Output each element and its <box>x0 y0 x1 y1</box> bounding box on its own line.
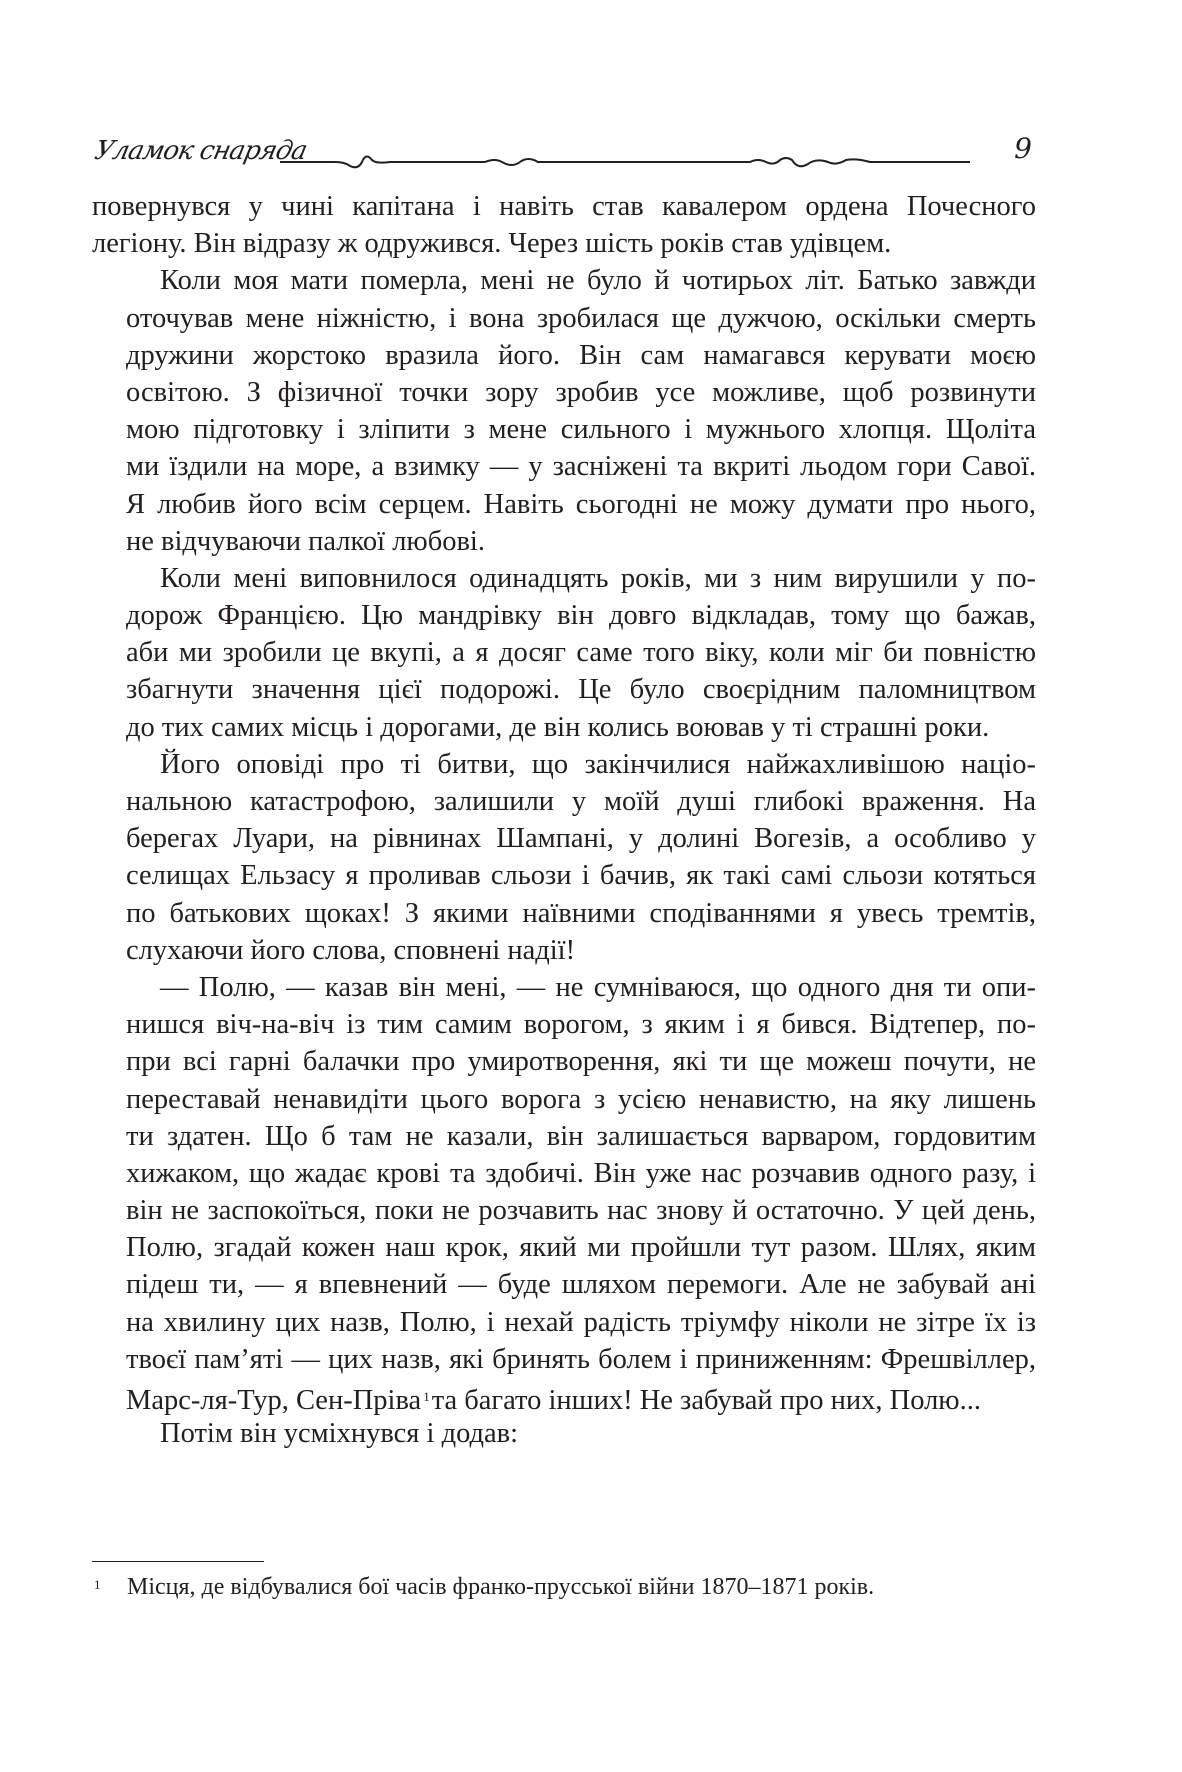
text-line: — Полю, — казав він мені, — не сумніваюся, що одного дня ти опи- <box>160 971 1036 1003</box>
paragraph-3 <box>92 560 1036 746</box>
text-fragment: Марс-ля-Тур, Сен-Пріва <box>126 1385 422 1416</box>
text-line: на хвилину цих назв, Полю, і нехай радість тріумфу ніколи не зітре їх із <box>126 1306 1036 1338</box>
text-line: освітою. З фізичної точки зору зробив усе можливе, щоб розвинути <box>126 376 1036 408</box>
page-number: 9 <box>1014 132 1032 165</box>
footnote-divider <box>92 1561 264 1562</box>
text-line: Його оповіді про ті битви, що закінчилися найжахливішою націо- <box>160 748 1036 780</box>
text-line: збагнути значення цієї подорожі. Це було своєрідним паломництвом <box>126 674 1036 706</box>
paragraph-6 <box>92 1415 1036 1452</box>
text-line: ти здатен. Що б там не казали, він залишається варваром, гордовитим <box>126 1120 1036 1152</box>
text-line: повернувся у чині капітана і навіть став кавалером ордена Почесного <box>92 191 1036 222</box>
paragraph-2 <box>92 262 1036 560</box>
footnote-reference[interactable]: 1 <box>423 1389 430 1404</box>
wavy-line-ornament-icon <box>280 142 970 172</box>
paragraph-4 <box>92 746 1036 969</box>
text-line: аби ми зробили це вкупі, а я досяг саме того віку, коли міг би повністю <box>126 637 1036 669</box>
text-line: Я любив його всім серцем. Навіть сьогодні не можу думати про нього, <box>126 488 1036 520</box>
paragraph-5 <box>92 969 1036 1415</box>
text-line: переставай ненавидіти цього ворога з усією ненавистю, на яку лишень <box>126 1083 1036 1115</box>
text-line: легіону. Він відразу ж одружився. Через шість років став удівцем. <box>92 228 892 260</box>
text-line: Коли моя мати померла, мені не було й чотирьох літ. Батько завжди <box>160 265 1036 297</box>
text-line: Коли мені виповнилося одинадцять років, ми з ним вирушили у по- <box>160 562 1036 594</box>
text-line: мою підготовку і зліпити з мене сильного і мужнього хлопця. Щоліта <box>126 414 1036 446</box>
footnote-text: Місця, де відбувалися бої часів франко-прусської війни 1870–1871 років. <box>127 1574 875 1600</box>
text-line: підеш ти, — я впевнений — буде шляхом перемоги. Але не забувай ані <box>126 1269 1036 1301</box>
text-line: нальною катастрофою, залишили у моїй душі глибокі враження. На <box>126 786 1036 817</box>
text-line: селищах Ельзасу я проливав сльози і бачив, як такі самі сльози котяться <box>126 860 1036 892</box>
text-fragment: та багато інших! Не забувай про них, Полю... <box>431 1385 981 1416</box>
running-title: Уламок снаряда <box>92 136 310 166</box>
text-line: Потім він усміхнувся і додав: <box>160 1418 519 1450</box>
text-line: оточував мене ніжністю, і вона зробилася ще дужчою, оскільки смерть <box>126 302 1036 334</box>
text-line: він не заспокоїться, поки не розчавить нас знову й остаточно. У цей день, <box>126 1195 1036 1227</box>
page-header <box>92 132 1036 182</box>
text-line: слухаючи його слова, сповнені надії! <box>126 934 576 966</box>
footnote-mark: 1 <box>94 1577 101 1592</box>
text-line: по батькових щоках! З якими наївними сподіваннями я увесь тремтів, <box>126 897 1036 929</box>
text-line: хижаком, що жадає крові та здобичі. Він уже нас розчавив одного разу, і <box>126 1157 1036 1189</box>
text-line: Полю, згадай кожен наш крок, який ми пройшли тут разом. Шлях, яким <box>126 1232 1036 1264</box>
text-line: нишся віч-на-віч із тим самим ворогом, з яким і я бився. Відтепер, по- <box>126 1009 1036 1041</box>
text-line: не відчуваючи палкої любові. <box>126 525 485 557</box>
paragraph-1 <box>92 188 1036 262</box>
text-line: дружини жорстоко вразила його. Він сам намагався керувати моєю <box>126 339 1036 371</box>
body-text <box>92 188 1036 1452</box>
text-line: при всі гарні балачки про умиротворення, які ти ще можеш почути, не <box>126 1046 1036 1078</box>
text-line: дорож Францією. Цю мандрівку він довго відкладав, тому що бажав, <box>126 600 1036 632</box>
text-line: ми їздили на море, а взимку — у засніжені та вкриті льодом гори Савої. <box>126 451 1036 483</box>
text-line: твоєї пам’яті — цих назв, які бринять болем і приниженням: Фрешвіллер, <box>126 1343 1036 1375</box>
text-line: до тих самих місць і дорогами, де він колись воював у ті страшні роки. <box>126 711 990 743</box>
text-line: берегах Луари, на рівнинах Шампані, у долині Вогезів, а особливо у <box>126 823 1036 855</box>
text-line <box>92 1378 1036 1415</box>
